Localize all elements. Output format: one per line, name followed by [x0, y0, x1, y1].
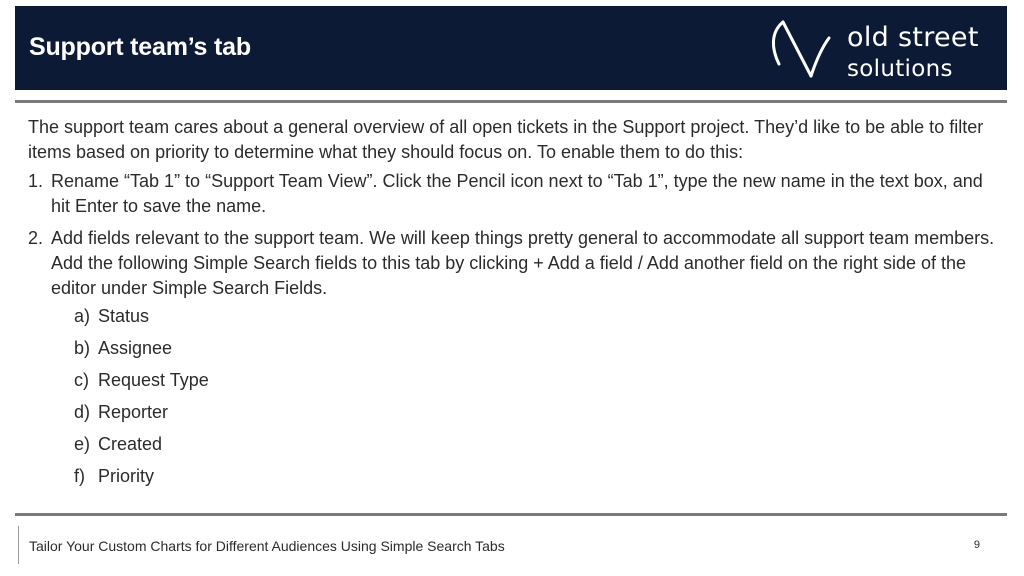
field-item-assignee: [51, 336, 1000, 368]
field-item-priority: [51, 464, 1000, 496]
logo-mark-icon: [767, 18, 837, 82]
field-item-label: Status: [98, 306, 150, 326]
logo-text-line1: old street: [847, 22, 979, 53]
field-item-label: Created: [98, 434, 163, 454]
footer-caption: Tailor Your Custom Charts for Different Audiences Using Simple Search Tabs: [29, 538, 505, 554]
step-item: [28, 169, 1000, 219]
page-number: 9: [973, 539, 980, 551]
field-item-reporter: [51, 400, 1000, 432]
field-item-label: Assignee: [98, 338, 173, 358]
field-item-letter: c): [74, 370, 89, 390]
slide-body: [28, 115, 1000, 503]
footer-divider: [15, 513, 1007, 516]
step-item: [28, 226, 1000, 496]
footer-accent-bar: [18, 526, 19, 564]
field-item-letter: b): [74, 338, 91, 358]
field-item-created: [51, 432, 1000, 464]
slide-title: Support team’s tab: [29, 33, 251, 61]
step-number: 2.: [28, 228, 44, 248]
header-divider: [15, 100, 1007, 103]
field-item-letter: a): [74, 306, 91, 326]
step-text: Add fields relevant to the support team. We will keep things pretty general to accommodate all support team members. Add the following Simple Search fields to this tab by clicking + Add a field / Add another field on the right side of the editor under Simple Search Fields.: [51, 228, 995, 298]
intro-paragraph: The support team cares about a general overview of all open tickets in the Support project. They’d like to be able to filter items based on priority to determine what they should focus on. To enable them to do this:: [28, 117, 984, 162]
step-text: Rename “Tab 1” to “Support Team View”. Click the Pencil icon next to “Tab 1”, type the new name in the text box, and hit Enter to save the name.: [51, 171, 983, 216]
field-item-letter: e): [74, 434, 91, 454]
field-item-letter: d): [74, 402, 91, 422]
company-logo: [767, 18, 1003, 82]
step-number: 1.: [28, 171, 44, 191]
steps-list: [28, 169, 1000, 496]
header-bar: [15, 6, 1007, 90]
field-item-request-type: [51, 368, 1000, 400]
logo-text-line2: solutions: [847, 56, 953, 82]
field-item-label: Reporter: [98, 402, 169, 422]
field-item-label: Priority: [98, 466, 155, 486]
field-list: [51, 304, 1000, 496]
field-item-letter: f): [74, 466, 85, 486]
field-item-status: [51, 304, 1000, 336]
field-item-label: Request Type: [98, 370, 209, 390]
